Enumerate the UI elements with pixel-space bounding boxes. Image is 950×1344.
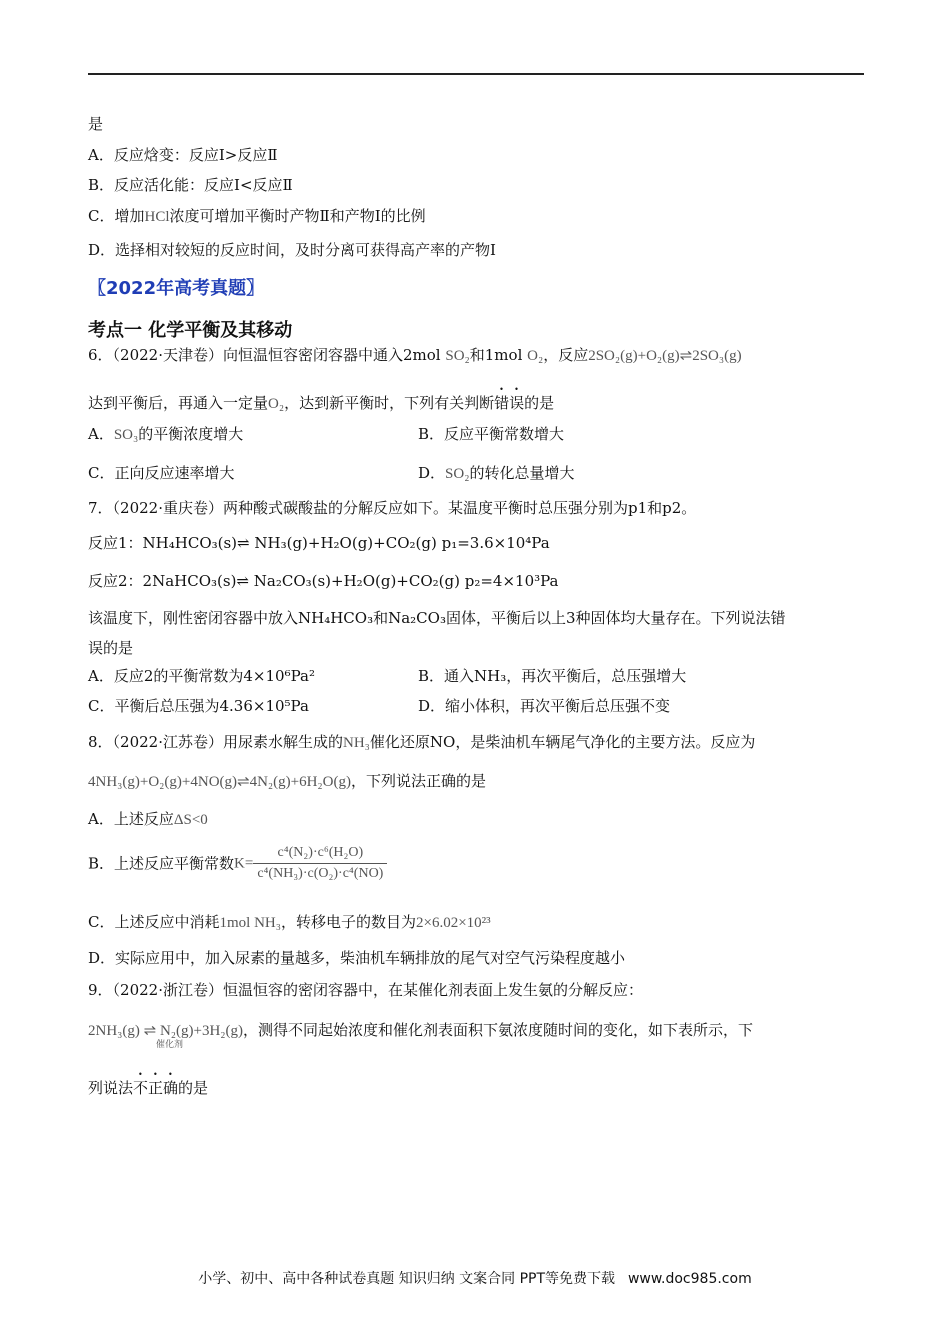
q6-option-a-post: 的平衡浓度增大 bbox=[138, 425, 244, 443]
q7-option-a: A．反应2的平衡常数为4×10⁶Pa² bbox=[88, 667, 315, 685]
hcl-formula: HCl bbox=[144, 209, 170, 225]
q7-option-d: D．缩小体积，再次平衡后总压强不变 bbox=[418, 697, 671, 715]
q5-option-c bbox=[88, 206, 426, 227]
q6-stem-mid1: 和1mol bbox=[469, 346, 528, 364]
q7-option-c: C．平衡后总压强为4.36×10⁵Pa bbox=[88, 697, 309, 715]
o2-formula: O₂ bbox=[268, 396, 285, 412]
q9-line3-pre: 列说法 bbox=[88, 1079, 134, 1097]
fraction-numerator: c⁴(N₂)·c⁶(H₂O) bbox=[253, 843, 387, 864]
so2-formula: SO₂ bbox=[445, 466, 470, 482]
q8-stem-pre: 8．（2022·江苏卷）用尿素水解生成的 bbox=[88, 733, 343, 751]
nh3-formula: NH₃ bbox=[343, 735, 370, 751]
q6-option-d-post: 的转化总量增大 bbox=[469, 464, 575, 482]
q8-option-c bbox=[88, 912, 491, 933]
q6-stem-pre: 6．（2022·天津卷）向恒温恒容密闭容器中通入2mol bbox=[88, 346, 446, 364]
q9-line2-post: ，测得不同起始浓度和催化剂表面积下氨浓度随时间的变化，如下表所示，下 bbox=[243, 1021, 754, 1039]
q5-option-a: A．反应焓变：反应Ⅰ>反应Ⅱ bbox=[88, 146, 278, 164]
q8-line2-post: ，下列说法正确的是 bbox=[350, 772, 486, 790]
k-symbol: K= bbox=[234, 855, 254, 872]
q7-line3: 该温度下，刚性密闭容器中放入NH₄HCO₃和Na₂CO₃固体，平衡后以上3种固体均大量存在。下列说法错 bbox=[88, 609, 786, 627]
nh3-amount: 1mol NH₃ bbox=[219, 915, 281, 931]
q6-option-a bbox=[88, 424, 243, 445]
q7-reaction-2: 反应2：2NaHCO₃(s)⇌ Na₂CO₃(s)+H₂O(g)+CO₂(g) p₂=4×10³Pa bbox=[88, 572, 559, 590]
kaodian-title: 考点一 化学平衡及其移动 bbox=[88, 320, 293, 341]
q5-option-c-post: 浓度可增加平衡时产物Ⅱ和产物Ⅰ的比例 bbox=[169, 207, 426, 225]
page-footer bbox=[0, 1268, 950, 1288]
q6-line2-pre: 达到平衡后，再通入一定量 bbox=[88, 394, 269, 412]
q6-stem-line1 bbox=[88, 345, 742, 366]
q7-reaction-1: 反应1：NH₄HCO₃(s)⇌ NH₃(g)+H₂O(g)+CO₂(g) p₁=3.6×10⁴Pa bbox=[88, 534, 550, 552]
q6-option-c: C．正向反应速率增大 bbox=[88, 464, 235, 482]
header-rule bbox=[88, 73, 864, 75]
q7-stem: 7．（2022·重庆卷）两种酸式碳酸盐的分解反应如下。某温度平衡时总压强分别为p1和p2。 bbox=[88, 499, 697, 517]
q8-stem-line1 bbox=[88, 732, 755, 753]
q8-option-a-pre: A．上述反应 bbox=[88, 810, 174, 828]
so2-formula: SO₂ bbox=[445, 348, 470, 364]
q6-equation: 2SO₂(g)+O₂(g)⇌2SO₃(g) bbox=[588, 348, 742, 364]
q8-option-a bbox=[88, 809, 208, 830]
q7-line4: 误的是 bbox=[88, 639, 134, 657]
q6-option-d bbox=[418, 463, 574, 484]
o2-formula: O₂ bbox=[527, 348, 544, 364]
q7-option-b: B．通入NH₃，再次平衡后，总压强增大 bbox=[418, 667, 687, 685]
q6-option-b: B．反应平衡常数增大 bbox=[418, 425, 565, 443]
q5-option-b: B．反应活化能：反应Ⅰ<反应Ⅱ bbox=[88, 176, 293, 194]
q6-stem-line2 bbox=[88, 385, 554, 414]
q8-option-b bbox=[88, 843, 387, 884]
q9-stem: 9．（2022·浙江卷）恒温恒容的密闭容器中，在某催化剂表面上发生氨的分解反应： bbox=[88, 981, 643, 999]
q9-equation: 2NH₃(g) ⇌ N₂(g)+3H₂(g) bbox=[88, 1023, 244, 1039]
q8-option-c-mid: ，转移电子的数目为 bbox=[280, 913, 416, 931]
electron-count-value: 2×6.02×10²³ bbox=[415, 915, 491, 931]
fraction-denominator: c⁴(NH₃)·c(O₂)·c⁴(NO) bbox=[257, 866, 384, 881]
q9-stem-line3 bbox=[88, 1070, 208, 1098]
q6-line2-post: 的是 bbox=[524, 394, 555, 412]
q8-option-d: D．实际应用中，加入尿素的量越多，柴油机车辆排放的尾气对空气污染程度越小 bbox=[88, 949, 626, 967]
section-title: 〖2022年高考真题〗 bbox=[88, 278, 265, 299]
delta-s-expression: ΔS<0 bbox=[173, 812, 208, 828]
q8-option-c-pre: C．上述反应中消耗 bbox=[88, 913, 220, 931]
q6-line2-mid: ，达到新平衡时，下列有关判断 bbox=[284, 394, 495, 412]
emphasis-text: 不正确 bbox=[133, 1079, 179, 1097]
catalyst-label: 催化剂 bbox=[156, 1040, 184, 1050]
footer-site-link[interactable]: www.doc985.com bbox=[627, 1271, 752, 1287]
equilibrium-constant-fraction bbox=[253, 843, 387, 884]
q5-option-c-pre: C．增加 bbox=[88, 207, 145, 225]
q6-option-d-pre: D． bbox=[418, 464, 446, 482]
so3-formula: SO₃ bbox=[113, 427, 139, 443]
q5-option-d: D．选择相对较短的反应时间，及时分离可获得高产率的产物Ⅰ bbox=[88, 241, 496, 259]
q8-equation: 4NH₃(g)+O₂(g)+4NO(g)⇌4N₂(g)+6H₂O(g) bbox=[88, 774, 351, 790]
q8-stem-line2 bbox=[88, 771, 486, 792]
q6-option-a-pre: A． bbox=[88, 425, 114, 443]
q6-stem-mid2: ，反应 bbox=[543, 346, 589, 364]
q8-stem-post: 催化还原NO，是柴油机车辆尾气净化的主要方法。反应为 bbox=[369, 733, 756, 751]
q8-option-b-pre: B．上述反应平衡常数 bbox=[88, 854, 235, 873]
q9-stem-line2 bbox=[88, 1020, 754, 1050]
q9-line3-post: 的是 bbox=[178, 1079, 209, 1097]
emphasis-text: 错误 bbox=[494, 394, 525, 412]
footer-text: 小学、初中、高中各种试卷真题 知识归纳 文案合同 PPT等免费下载 bbox=[198, 1271, 616, 1287]
q5-lead: 是 bbox=[88, 115, 104, 133]
